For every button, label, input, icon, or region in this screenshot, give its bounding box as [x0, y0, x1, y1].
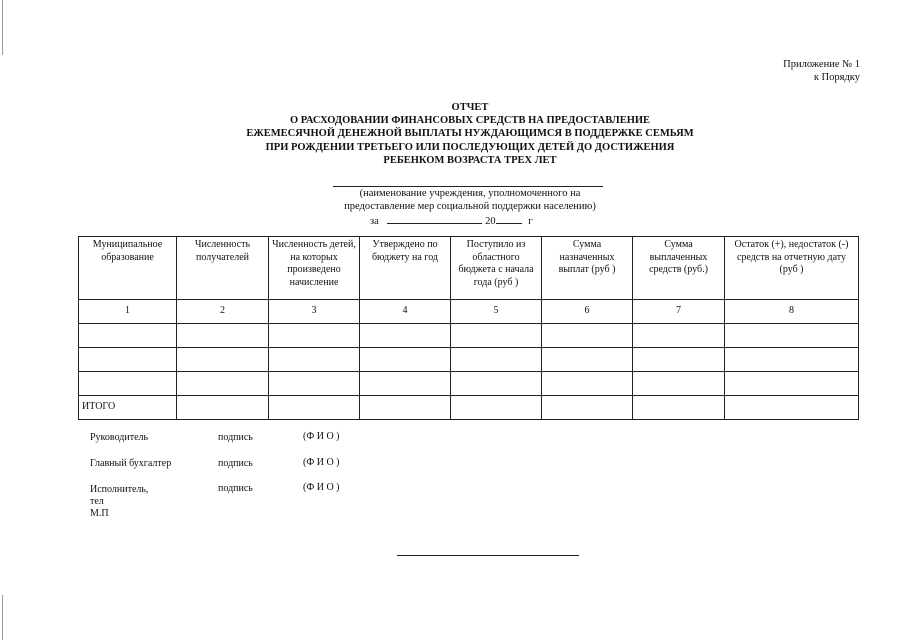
- appendix-reference: к Порядку: [813, 72, 860, 83]
- table-cell[interactable]: [725, 372, 859, 396]
- head-role-label: Руководитель: [90, 432, 149, 443]
- header-paid-funds: Сумма выплаченных средств (руб.): [633, 237, 725, 300]
- report-title: [200, 101, 740, 167]
- table-cell[interactable]: [725, 348, 859, 372]
- period-year-field[interactable]: [496, 213, 522, 224]
- appendix-number: Приложение № 1: [783, 59, 860, 70]
- table-cell[interactable]: [451, 372, 542, 396]
- header-received-funds: Поступило из областного бюджета с начала года (руб ): [451, 237, 542, 300]
- table-cell[interactable]: [451, 324, 542, 348]
- scan-edge-top: [2, 0, 3, 55]
- column-number: 4: [360, 300, 451, 324]
- column-number: 6: [542, 300, 633, 324]
- table-cell[interactable]: [633, 396, 725, 420]
- table-cell[interactable]: [633, 372, 725, 396]
- table-cell[interactable]: [451, 396, 542, 420]
- title-line-4: ПРИ РОЖДЕНИИ ТРЕТЬЕГО ИЛИ ПОСЛЕДУЮЩИХ ДЕТЕЙ ДО ДОСТИЖЕНИЯ: [265, 141, 675, 153]
- table-cell[interactable]: [269, 372, 360, 396]
- table-cell[interactable]: [269, 396, 360, 420]
- table-cell[interactable]: [177, 324, 269, 348]
- chief-accountant-signature-label: подпись: [218, 458, 253, 469]
- table-cell[interactable]: [360, 324, 451, 348]
- table-cell[interactable]: [451, 348, 542, 372]
- table-cell[interactable]: [177, 348, 269, 372]
- phone-label: тел: [90, 496, 104, 507]
- total-label: ИТОГО: [79, 396, 177, 420]
- table-cell[interactable]: [542, 348, 633, 372]
- executor-role-label: Исполнитель,: [90, 484, 149, 495]
- column-number: 7: [633, 300, 725, 324]
- title-line-3: ЕЖЕМЕСЯЧНОЙ ДЕНЕЖНОЙ ВЫПЛАТЫ НУЖДАЮЩИМСЯ В ПОДДЕРЖКЕ СЕМЬЯМ: [246, 128, 694, 140]
- executor-fio-label: (Ф И О ): [303, 482, 340, 493]
- chief-accountant-role-label: Главный бухгалтер: [90, 458, 172, 469]
- column-number: 2: [177, 300, 269, 324]
- head-signature-label: подпись: [218, 432, 253, 443]
- table-cell[interactable]: [177, 396, 269, 420]
- table-cell[interactable]: [269, 324, 360, 348]
- total-row: [79, 396, 859, 420]
- column-number-row: [79, 300, 859, 324]
- table-cell[interactable]: [79, 324, 177, 348]
- table-cell[interactable]: [542, 324, 633, 348]
- period-year-suffix: г: [528, 216, 533, 227]
- executor-signature-label: подпись: [218, 483, 253, 494]
- table-cell[interactable]: [725, 396, 859, 420]
- header-approved-budget: Утверждено по бюджету на год: [360, 237, 451, 300]
- period-prefix: за: [370, 216, 379, 227]
- table-cell[interactable]: [177, 372, 269, 396]
- title-line-5: РЕБЕНКОМ ВОЗРАСТА ТРЕХ ЛЕТ: [383, 154, 557, 166]
- column-number: 3: [269, 300, 360, 324]
- table-cell[interactable]: [542, 396, 633, 420]
- table-cell[interactable]: [633, 324, 725, 348]
- header-assigned-payments: Сумма назначенных выплат (руб ): [542, 237, 633, 300]
- table-cell[interactable]: [360, 372, 451, 396]
- title-line-2: О РАСХОДОВАНИИ ФИНАНСОВЫХ СРЕДСТВ НА ПРЕДОСТАВЛЕНИЕ: [289, 115, 651, 127]
- appendix-note: [783, 58, 860, 84]
- scan-edge-bottom: [2, 595, 3, 640]
- organization-caption: [300, 187, 640, 213]
- header-children-count: Численность детей, на которых произведено начисление: [269, 237, 360, 300]
- header-balance: Остаток (+), недостаток (-) средств на отчетную дату (руб ): [725, 237, 859, 300]
- column-number: 1: [79, 300, 177, 324]
- organization-caption-line-1: (наименование учреждения, уполномоченного на: [359, 188, 581, 199]
- table-row: [79, 372, 859, 396]
- table-cell[interactable]: [725, 324, 859, 348]
- bottom-signature-line[interactable]: [397, 555, 579, 556]
- period-year-prefix: 20: [485, 216, 496, 227]
- period-date-field[interactable]: [387, 213, 482, 224]
- table-header-row: [79, 237, 859, 300]
- table-row: [79, 324, 859, 348]
- stamp-label: М.П: [90, 508, 109, 519]
- table-cell[interactable]: [542, 372, 633, 396]
- head-fio-label: (Ф И О ): [303, 431, 340, 442]
- table-row: [79, 348, 859, 372]
- header-municipality: Муниципальное образование: [79, 237, 177, 300]
- table-cell[interactable]: [633, 348, 725, 372]
- report-period: [370, 213, 533, 228]
- report-table: [78, 236, 859, 420]
- chief-accountant-fio-label: (Ф И О ): [303, 457, 340, 468]
- table-cell[interactable]: [79, 372, 177, 396]
- organization-caption-line-2: предоставление мер социальной поддержки населению): [344, 201, 596, 212]
- header-recipients-count: Численность получателей: [177, 237, 269, 300]
- table-cell[interactable]: [269, 348, 360, 372]
- title-line-1: ОТЧЕТ: [451, 102, 489, 113]
- column-number: 8: [725, 300, 859, 324]
- column-number: 5: [451, 300, 542, 324]
- table-cell[interactable]: [79, 348, 177, 372]
- table-cell[interactable]: [360, 348, 451, 372]
- table-cell[interactable]: [360, 396, 451, 420]
